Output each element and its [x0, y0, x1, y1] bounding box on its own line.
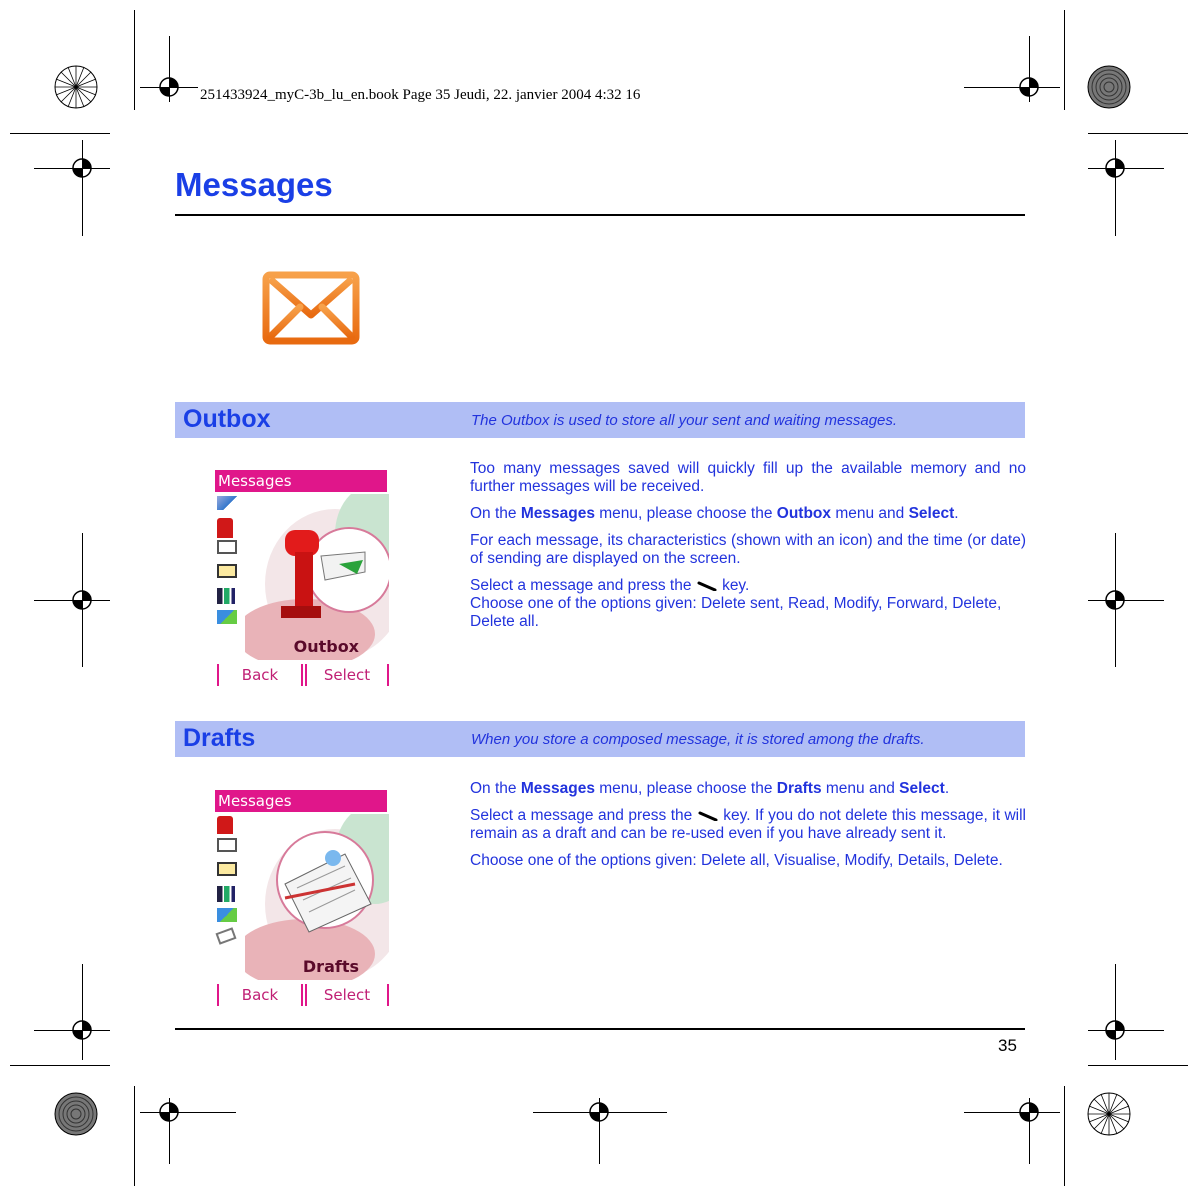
- section-note: When you store a composed message, it is stored among the drafts.: [471, 731, 925, 748]
- drafts-icon: [217, 540, 237, 554]
- text-run: menu, please choose the: [594, 780, 777, 797]
- outbox-icon: [217, 816, 233, 834]
- drafts-illustration-icon: [245, 814, 389, 980]
- crop-mark-line: [82, 140, 83, 236]
- back-softkey[interactable]: Back: [217, 984, 303, 1006]
- print-slug-header: 251433924_myC-3b_lu_en.book Page 35 Jeudi, 22. janvier 2004 4:32 16: [200, 87, 641, 103]
- crop-mark-line: [964, 87, 1060, 88]
- softkey-right-icon: [696, 581, 718, 591]
- softkey-right-icon: [697, 811, 719, 821]
- crop-mark-line: [134, 10, 135, 110]
- crop-mark-line: [82, 964, 83, 1060]
- outbox-body-text: [470, 460, 1026, 640]
- title-divider: [175, 214, 1025, 216]
- crop-mark-line: [1088, 1065, 1188, 1066]
- menu-name: Select: [908, 505, 955, 522]
- text-run: key. If you do not delete this message, it will remain as a draft and can be re-used even if you have already sent it.: [470, 807, 1027, 842]
- text-run: Select a message and press the: [470, 577, 692, 594]
- menu-name: Select: [899, 780, 945, 797]
- paragraph: [470, 780, 1026, 798]
- crop-mark-line: [1115, 140, 1116, 236]
- paragraph: Too many messages saved will quickly fill up the available memory and no further messages will be received.: [470, 460, 1026, 495]
- crop-mark-line: [1029, 36, 1030, 102]
- phone-screen-outbox: [215, 470, 389, 686]
- back-softkey[interactable]: Back: [217, 664, 303, 686]
- outbox-icon: [217, 518, 233, 538]
- crop-mark-line: [1088, 600, 1164, 601]
- section-note: The Outbox is used to store all your sent and waiting messages.: [471, 412, 898, 429]
- section-title: Drafts: [183, 724, 256, 752]
- templates-icon: [215, 927, 236, 944]
- section-header-outbox: [175, 402, 1025, 438]
- registration-sunburst-icon: [54, 65, 98, 109]
- phone-screen-title: Messages: [215, 790, 387, 812]
- crop-mark-line: [964, 1112, 1060, 1113]
- menu-name: Messages: [520, 780, 595, 797]
- text-run: .: [944, 780, 950, 797]
- envelope-icon: [262, 271, 360, 345]
- memory-icon: [217, 588, 235, 604]
- inbox-icon: [217, 496, 237, 510]
- registration-sunburst-icon: [54, 1092, 98, 1136]
- crop-mark-line: [1115, 533, 1116, 667]
- phone-screen-label: Outbox: [293, 637, 359, 656]
- crop-mark-line: [1064, 10, 1065, 110]
- text-run: Choose one of the options given: Delete sent, Read, Modify, Forward, Delete, Delete all.: [470, 595, 1002, 630]
- text-run: menu, please choose the: [594, 505, 777, 522]
- select-softkey[interactable]: Select: [305, 984, 389, 1006]
- section-title: Outbox: [183, 405, 271, 433]
- crop-mark-line: [34, 600, 110, 601]
- memory-icon: [217, 886, 235, 902]
- crop-mark-line: [599, 1098, 600, 1164]
- settings-icon: [217, 908, 237, 922]
- paragraph: [470, 505, 1026, 523]
- folder-icon: [217, 564, 237, 578]
- text-run: On the: [470, 505, 521, 522]
- crop-mark-line: [1064, 1086, 1065, 1186]
- crop-mark-line: [1115, 964, 1116, 1060]
- crop-mark-line: [34, 168, 110, 169]
- phone-screen-title: Messages: [215, 470, 387, 492]
- crop-mark-line: [140, 1112, 236, 1113]
- footer-divider: [175, 1028, 1025, 1030]
- crop-mark-line: [169, 36, 170, 102]
- paragraph: For each message, its characteristics (shown with an icon) and the time (or date) of sending are displayed on the screen.: [470, 532, 1026, 567]
- section-header-drafts: [175, 721, 1025, 757]
- phone-icon-column: [217, 496, 241, 624]
- text-run: .: [954, 505, 959, 522]
- registration-sunburst-icon: [1087, 65, 1131, 109]
- crop-mark-line: [1088, 168, 1164, 169]
- drafts-body-text: [470, 780, 1026, 879]
- menu-name: Drafts: [776, 780, 822, 797]
- outbox-illustration-icon: [245, 494, 389, 660]
- crop-mark-line: [1029, 1098, 1030, 1164]
- phone-screen-drafts: [215, 790, 389, 1006]
- page-number: 35: [998, 1036, 1017, 1055]
- text-run: On the: [470, 780, 521, 797]
- crop-mark-line: [1088, 133, 1188, 134]
- crop-mark-line: [10, 1065, 110, 1066]
- registration-sunburst-icon: [1087, 1092, 1131, 1136]
- menu-name: Messages: [520, 505, 595, 522]
- crop-mark-line: [1088, 1030, 1164, 1031]
- crop-mark-line: [533, 1112, 667, 1113]
- crop-mark-line: [82, 533, 83, 667]
- text-run: key.: [722, 577, 750, 594]
- crop-mark-line: [134, 1086, 135, 1186]
- drafts-icon: [217, 838, 237, 852]
- crop-mark-line: [169, 1098, 170, 1164]
- crop-mark-line: [10, 133, 110, 134]
- phone-icon-column: [217, 816, 241, 942]
- settings-icon: [217, 610, 237, 624]
- page-title: Messages: [175, 166, 333, 203]
- folder-icon: [217, 862, 237, 876]
- crop-mark-line: [34, 1030, 110, 1031]
- phone-screen-label: Drafts: [302, 957, 359, 976]
- text-run: menu and: [821, 780, 900, 797]
- paragraph: [470, 807, 1026, 843]
- menu-name: Outbox: [776, 505, 832, 522]
- text-run: Select a message and press the: [470, 807, 693, 824]
- paragraph: [470, 577, 1026, 631]
- text-run: menu and: [831, 505, 909, 522]
- select-softkey[interactable]: Select: [305, 664, 389, 686]
- paragraph: Choose one of the options given: Delete all, Visualise, Modify, Details, Delete.: [470, 852, 1003, 869]
